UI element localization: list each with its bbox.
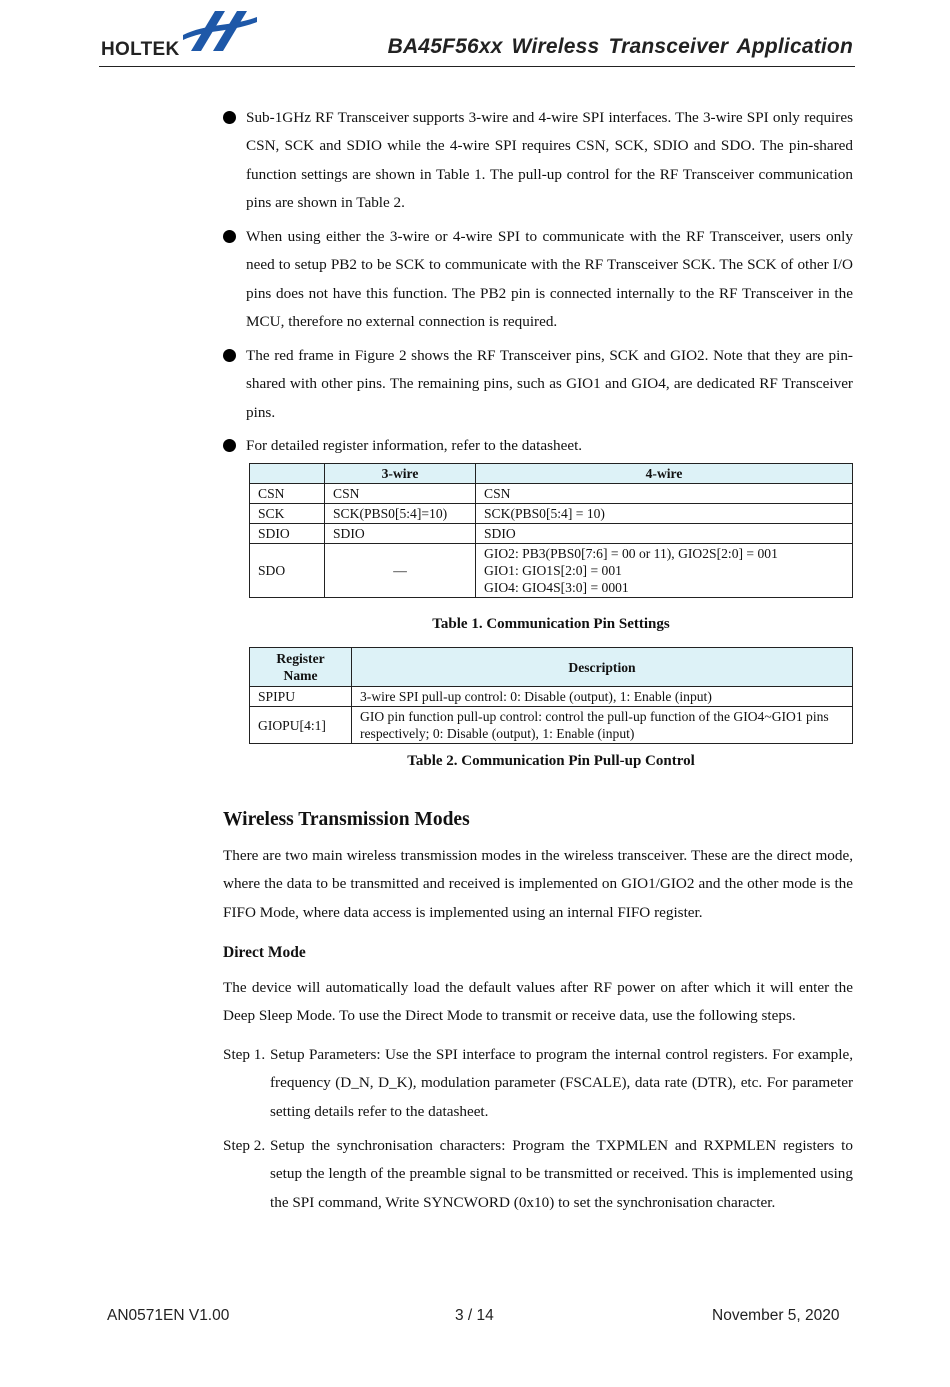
table-caption: Table 2. Communication Pin Pull-up Control	[407, 753, 695, 769]
table-row	[250, 707, 853, 744]
table-cell: SCK(PBS0[5:4]=10)	[325, 504, 476, 524]
table-header-cell: Description	[352, 648, 853, 687]
bullet-dot-icon	[223, 230, 236, 243]
bullet-dot-icon	[223, 439, 236, 452]
table-cell: CSN	[476, 484, 853, 504]
logo-text: HOLTEK	[101, 39, 180, 60]
table-cell: GIOPU[4:1]	[250, 707, 352, 744]
table-header-row	[250, 464, 853, 484]
table-cell	[476, 544, 853, 598]
bullet-text: Sub-1GHz RF Transceiver supports 3-wire and 4-wire SPI interfaces. The 3-wire SPI only requires CSN, SCK and SDIO while the 4-wire SPI requires CSN, SCK, SDIO and SDO. The pin-shared function settings are shown in Table 1. The pull-up control for the RF Transceiver communication pins are shown in Table 2.	[246, 109, 853, 211]
table-row	[250, 687, 853, 707]
table-cell: SDIO	[325, 524, 476, 544]
page-header	[99, 0, 855, 67]
table-cell: CSN	[325, 484, 476, 504]
document-title: BA45F56xx Wireless Transceiver Application	[387, 35, 853, 58]
footer-date: November 5, 2020	[712, 1307, 840, 1324]
cell-line: GIO2: PB3(PBS0[7:6] = 00 or 11), GIO2S[2:0] = 001	[484, 546, 778, 561]
table-cell: SDIO	[250, 524, 325, 544]
table-row	[250, 544, 853, 598]
bullet-item	[223, 223, 853, 336]
table-cell: SDO	[250, 544, 325, 598]
footer-doc-id: AN0571EN V1.00	[107, 1307, 230, 1324]
cell-line: GIO1: GIO1S[2:0] = 001	[484, 563, 622, 578]
bullet-item	[223, 342, 853, 427]
step-text-content: Setup the synchronisation characters: Program the TXPMLEN and RXPMLEN registers to setup the length of the preamble signal to be transmitted or received. This is implemented using the SPI command, Write SYNCWORD (0x10) to set the synchronisation character.	[270, 1137, 853, 1211]
holtek-logo	[99, 8, 259, 60]
table-cell: —	[325, 544, 476, 598]
table-header-cell: Register Name	[250, 648, 352, 687]
table-header-cell	[250, 464, 325, 484]
section-intro: There are two main wireless transmission modes in the wireless transceiver. These are the direct mode, where the data to be transmitted and received is implemented on GIO1/GIO2 and the other mode is the FIFO Mode, where data access is implemented using an internal FIFO register.	[223, 847, 853, 921]
bullet-item	[223, 104, 853, 217]
cell-line: GIO4: GIO4S[3:0] = 0001	[484, 580, 629, 595]
bullet-dot-icon	[223, 349, 236, 362]
table-row	[250, 484, 853, 504]
step-text-content: Setup Parameters: Use the SPI interface to program the internal control registers. For example, frequency (D_N, D_K), modulation parameter (FSCALE), data rate (DTR), etc. For parameter setting details refer to the datasheet.	[270, 1046, 853, 1120]
communication-pin-settings-table	[249, 463, 853, 598]
table-row	[250, 504, 853, 524]
step-label: Step 1.	[223, 1046, 266, 1063]
table-caption: Table 1. Communication Pin Settings	[432, 616, 670, 632]
logo-mark-icon	[177, 5, 261, 55]
bullet-text: The red frame in Figure 2 shows the RF Transceiver pins, SCK and GIO2. Note that they are pin-shared with other pins. The remaining pins, such as GIO1 and GIO4, are dedicated RF Transceiver pins.	[246, 347, 853, 421]
table-header-cell: 4-wire	[476, 464, 853, 484]
table-header-row	[250, 648, 853, 687]
table-row	[250, 524, 853, 544]
step-label: Step 2.	[223, 1137, 266, 1154]
bullet-text: When using either the 3-wire or 4-wire SPI to communicate with the RF Transceiver, users only need to setup PB2 to be SCK to communicate with the RF Transceiver SCK. The SCK of other I/O pins does not have this function. The PB2 pin is connected internally to the RF Transceiver in the MCU, therefore no external connection is required.	[246, 228, 853, 330]
step-text	[223, 1132, 853, 1217]
table-header-cell: 3-wire	[325, 464, 476, 484]
table-cell: SPIPU	[250, 687, 352, 707]
table-cell: GIO pin function pull-up control: control the pull-up function of the GIO4~GIO1 pins respectively; 0: Disable (output), 1: Enable (input)	[352, 707, 853, 744]
footer-page-number: 3 / 14	[455, 1307, 494, 1324]
bullet-dot-icon	[223, 111, 236, 124]
table-cell: CSN	[250, 484, 325, 504]
communication-pin-pullup-table	[249, 647, 853, 744]
bullet-item	[223, 432, 853, 460]
bullet-text: For detailed register information, refer to the datasheet.	[246, 437, 583, 454]
table-cell: SCK(PBS0[5:4] = 10)	[476, 504, 853, 524]
table-cell: SCK	[250, 504, 325, 524]
step-item	[223, 1041, 853, 1126]
table-cell: 3-wire SPI pull-up control: 0: Disable (output), 1: Enable (input)	[352, 687, 853, 707]
table-cell: SDIO	[476, 524, 853, 544]
section-heading: Wireless Transmission Modes	[223, 809, 470, 830]
direct-mode-paragraph: The device will automatically load the default values after RF power on after which it will enter the Deep Sleep Mode. To use the Direct Mode to transmit or receive data, use the following steps.	[223, 979, 853, 1025]
step-text	[223, 1041, 853, 1126]
subsection-heading: Direct Mode	[223, 944, 306, 961]
step-item	[223, 1132, 853, 1217]
